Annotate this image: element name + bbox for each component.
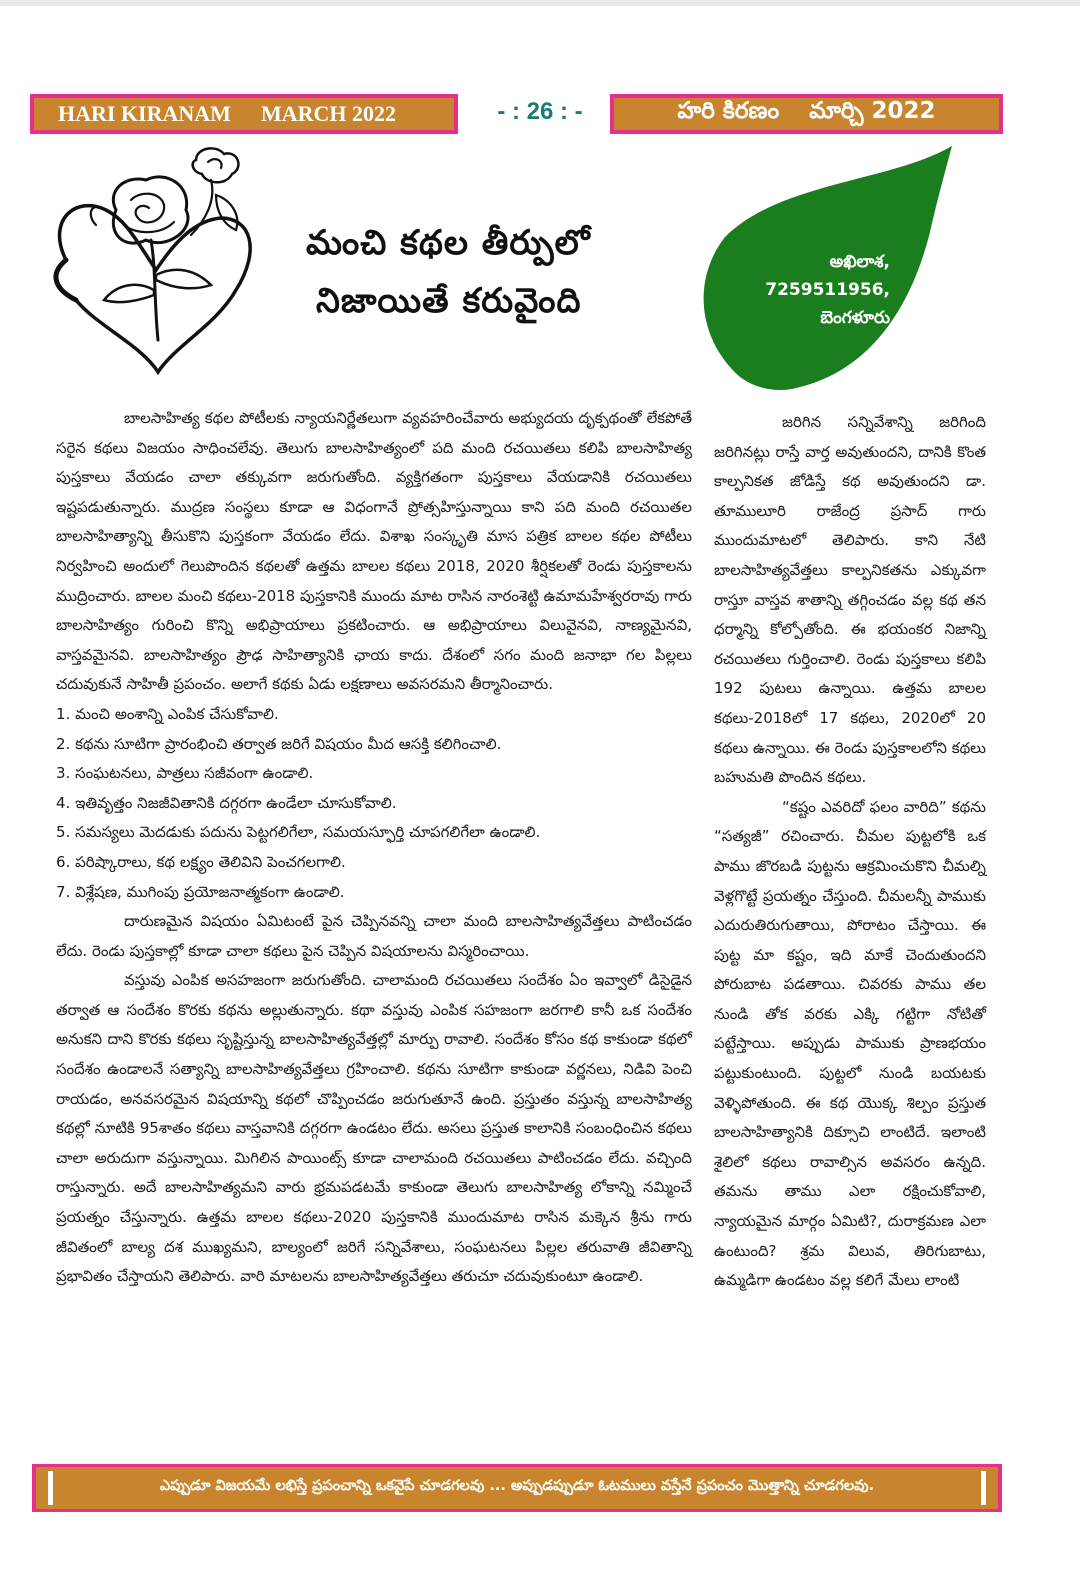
main-paragraph-2: దారుణమైన విషయం ఏమిటంటే పైన చెప్పినవన్ని చాలా మంది బాలసాహిత్యవేత్తలు పాటించడం లేదు. రెండు పుస్తకాల్లో కూడా చాలా కథలు పైన చెప్పిన విషయాలను విస్మరించాయి. bbox=[56, 912, 692, 960]
list-item: 3. సంఘటనలు, పాత్రలు సజీవంగా ఉండాలి. bbox=[56, 764, 314, 783]
story-qualities-list bbox=[56, 700, 692, 907]
title-line-2: నిజాయితే కరువైంది bbox=[316, 281, 582, 321]
issue-date-telugu: మార్చి 2022 bbox=[809, 98, 936, 124]
magazine-name-telugu: హరి కిరణం bbox=[677, 98, 780, 124]
header-english-bar bbox=[30, 94, 458, 134]
magazine-name-english: HARI KIRANAM bbox=[58, 101, 231, 126]
list-item: 2. కథను సూటిగా ప్రారంభించి తర్వాత జరిగే విషయం మీద ఆసక్తి కలిగించాలి. bbox=[56, 734, 502, 753]
header-telugu-bar bbox=[610, 94, 1003, 134]
side-column bbox=[714, 408, 986, 1296]
page-number: - : 26 : - bbox=[497, 98, 583, 125]
issue-date-english: MARCH 2022 bbox=[260, 101, 396, 126]
author-name: అఖిలాశ, bbox=[829, 252, 890, 272]
side-paragraph-1: జరిగిన సన్నివేశాన్ని జరిగింది జరిగినట్లు రాస్తే వార్త అవుతుందని, దానికి కొంత కాల్పనికత జోడిస్తే కథ అవుతుందని డా. తూములూరి రాజేంద్ర ప్రసాద్ గారు ముందుమాటలో తెలిపారు. కాని నేటి బాలసాహిత్యవేత్తలు కాల్పనికతను ఎక్కువగా రాస్తూ వాస్తవ శాతాన్ని తగ్గించడం వల్ల కథ తన ధర్మాన్ని కోల్పోతోంది. ఈ భయంకర నిజాన్ని రచయితలు గుర్తించాలి. రెండు పుస్తకాలు కలిపి 192 పుటలు ఉన్నాయి. ఉత్తమ బాలల కథలు-2018లో 17 కథలు, 2020లో 20 కథలు ఉన్నాయి. ఈ రెండు పుస్తకాలలోని కథలు బహుమతి పొందిన కథలు. bbox=[714, 413, 986, 787]
side-paragraph-2: “కష్టం ఎవరిదో ఫలం వారిది” కథను “సత్యజీ” రచించారు. చీమల పుట్టలోకి ఒక పాము జొరబడి పుట్టను ఆక్రమించుకొని చీమల్ని వెళ్లగొట్టే ప్రయత్నం చేస్తుంది. చీమలన్నీ పాముకు ఎదురుతిరుగుతాయి, పోరాటం చేస్తాయి. ఈ పుట్ట మా కష్టం, ఇది మాకే చెందుతుందని పోరుబాట పడతాయి. చివరకు పాము తల నుండి తోక వరకు ఎక్కి గట్టిగా నోటితో పట్టేస్తాయి. అప్పుడు పాముకు ప్రాణభయం పట్టుకుంటుంది. పుట్టలో నుండి బయటకు వెళ్ళిపోతుంది. ఈ కథ యొక్క శిల్పం ప్రస్తుత బాలసాహిత్యానికి దిక్సూచి లాంటిదే. ఇలాంటి శైలిలో కథలు రావాల్సిన అవసరం ఉన్నది. తమను తాము ఎలా రక్షించుకోవాలి, న్యాయమైన మార్గం ఏమిటి?, దురాక్రమణ ఎలా ఉంటుంది? శ్రమ విలువ, తిరిగుబాటు, ఉమ్మడిగా ఉండటం వల్ల కలిగే మేలు లాంటి bbox=[714, 797, 986, 1290]
title-line-1: మంచి కథల తీర్పులో bbox=[306, 223, 591, 263]
top-rule bbox=[0, 0, 1080, 6]
main-paragraph-1: బాలసాహిత్య కథల పోటీలకు న్యాయనిర్ణేతలుగా వ్యవహరించేవారు అభ్యుదయ దృక్పథంతో లేకపోతే సరైన కథలు విజయం సాధించలేవు. తెలుగు బాలసాహిత్యంలో పది మంది రచయితలు కలిపి బాలసాహిత్య పుస్తకాలు వేయడం చాలా తక్కువగా జరుగుతోంది. వ్యక్తిగతంగా పుస్తకాలు వేయడానికి రచయితలు ఇష్టపడుతున్నారు. ముద్రణ సంస్థలు కూడా ఆ విధంగానే ప్రోత్సహిస్తున్నాయి కాని పది మంది రచయితల బాలసాహిత్యాన్ని తీసుకొని పుస్తకంగా వేయడం లేదు. విశాఖ సంస్కృతి మాస పత్రిక బాలల కథల పోటీలు నిర్వహించి అందులో గెలుపొందిన కథలతో ఉత్తమ బాలల కథలు 2018, 2020 శీర్షికలతో రెండు పుస్తకాలను ముద్రించారు. బాలల మంచి కథలు-2018 పుస్తకానికి ముందు మాట రాసిన నారంశెట్టి ఉమామహేశ్వరరావు గారు బాలసాహిత్యం గురించి కొన్ని అభిప్రాయాలు ప్రకటించారు. ఆ అభిప్రాయాలు విలువైనవి, నాణ్యమైనవి, వాస్తవమైనవి. బాలసాహిత్యం ప్రౌఢ సాహిత్యానికి ఛాయ కాదు. దేశంలో సగం మంది జనాభా గల పిల్లలు చదువుకునే సాహితీ ప్రపంచం. అలాగే కథకు ఏడు లక్షణాలు అవసరమని తీర్మానించారు. bbox=[56, 409, 692, 694]
article-title bbox=[306, 214, 666, 330]
main-column bbox=[56, 404, 692, 1292]
author-city: బెంగళూరు bbox=[820, 308, 890, 328]
footer-quote-bar bbox=[32, 1464, 1002, 1512]
list-item: 6. పరిష్కారాలు, కథ లక్ష్యం తెలివిని పెంచగలగాలి. bbox=[56, 852, 346, 871]
footer-quote: ఎప్పుడూ విజయమే లభిస్తే ప్రపంచాన్ని ఒకవైపే చూడగలవు ... అప్పుడప్పుడూ ఓటములు వస్తేనే ప్రపంచం మొత్తాన్ని చూడగలవు. bbox=[159, 1478, 875, 1494]
main-paragraph-3: వస్తువు ఎంపిక అసహజంగా జరుగుతోంది. చాలామంది రచయితలు సందేశం ఏం ఇవ్వాలో డిసైడైన తర్వాత ఆ సందేశం కొరకు కథను అల్లుతున్నారు. కథా వస్తువు ఎంపిక సహజంగా జరగాలి కానీ ఒక సందేశం అనుకని దాని కొరకు కథలు సృష్టిస్తున్న బాలసాహిత్యవేత్తల్లో మార్పు రావాలి. సందేశం కోసం కథ కాకుండా కథలో సందేశం ఉండాలనే సత్యాన్ని బాలసాహిత్యవేత్తలు గ్రహించాలి. కథను సూటిగా కాకుండా వర్ణనలు, నిడివి పెంచి రాయడం, అనవసరమైన విషయాన్ని కథలో చొప్పించడం జరుగుతూనే ఉంది. ప్రస్తుతం వస్తున్న బాలసాహిత్య కథల్లో నూటికి 95శాతం కథలు వాస్తవానికి దగ్గరగా ఉండటం లేదు. అసలు ప్రస్తుత కాలానికి సంబంధించిన కథలు చాలా అరుదుగా వస్తున్నాయి. మిగిలిన పాయింట్స్ కూడా చాలామంది రచయితలు పాటించడం లేదు. వచ్చింది రాస్తున్నారు. అదే బాలసాహిత్యమని వారు భ్రమపడటమే కాకుండా తెలుగు బాలసాహిత్య లోకాన్ని నమ్మించే ప్రయత్నం చేస్తున్నారు. ఉత్తమ బాలల కథలు-2020 పుస్తకానికి ముందుమాట రాసిన మక్కెన శ్రీను గారు జీవితంలో బాల్య దశ ముఖ్యమని, బాల్యంలో జరిగే సన్నివేశాలు, సంఘటనలు పిల్లల తరువాతి జీవితాన్ని ప్రభావితం చేస్తాయని తెలిపారు. వారి మాటలను బాలసాహిత్యవేత్తలు తరుచూ చదువుకుంటూ ఉండాలి. bbox=[56, 971, 692, 1286]
list-item: 7. విశ్లేషణ, ముగింపు ప్రయోజనాత్మకంగా ఉండాలి. bbox=[56, 882, 345, 901]
list-item: 1. మంచి అంశాన్ని ఎంపిక చేసుకోవాలి. bbox=[56, 704, 279, 723]
author-phone: 7259511956, bbox=[765, 280, 890, 300]
list-item: 4. ఇతివృత్తం నిజజీవితానికి దగ్గరగా ఉండేలా చూసుకోవాలి. bbox=[56, 793, 397, 812]
rose-heart-illustration bbox=[46, 140, 266, 385]
author-info bbox=[730, 248, 890, 332]
list-item: 5. సమస్యలు మెదడుకు పదును పెట్టగలిగేలా, సమయస్ఫూర్తి చూపగలిగేలా ఉండాలి. bbox=[56, 823, 541, 842]
